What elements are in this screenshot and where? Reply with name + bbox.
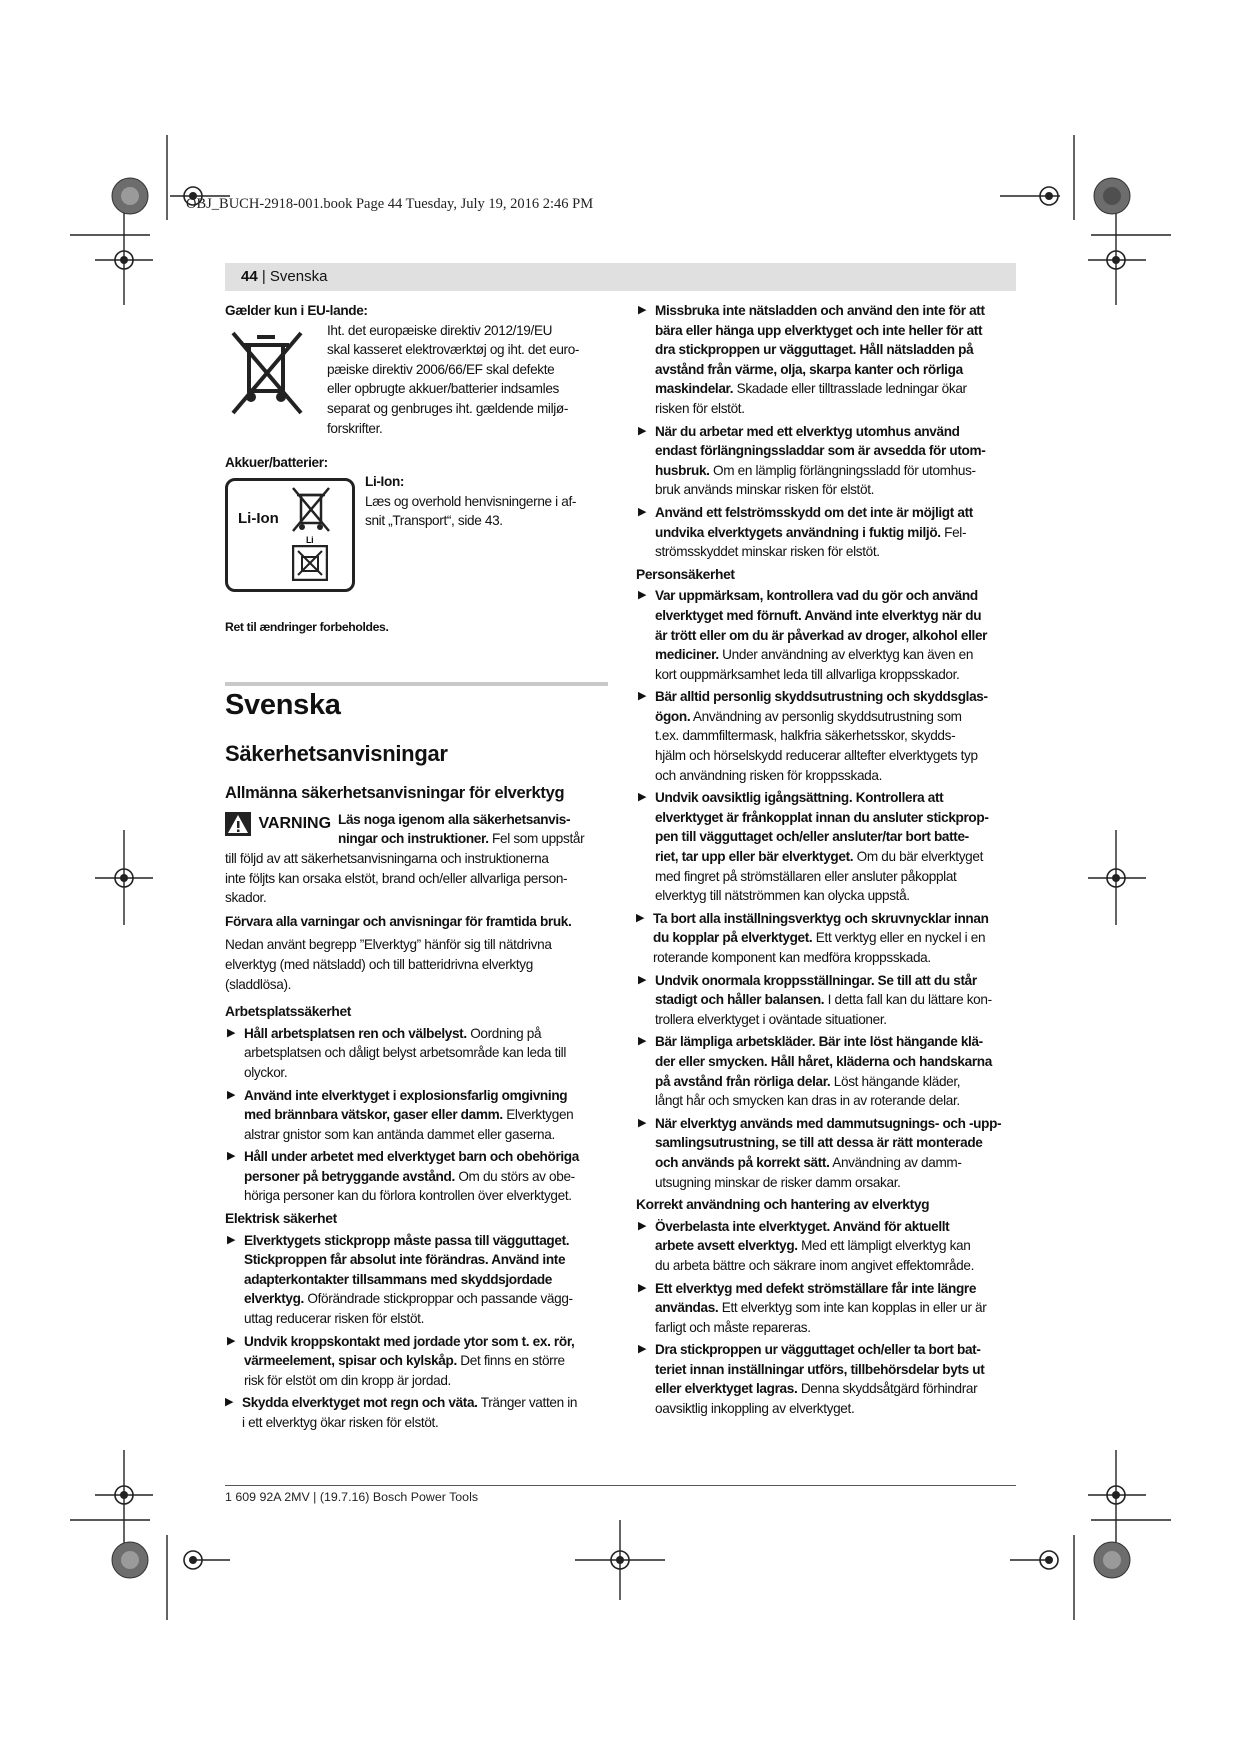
list-item — [225, 1086, 608, 1145]
text-line: risken för elstöt. — [655, 400, 745, 416]
text-line: Undvik kroppskontakt med jordade ytor som t. ex. rör, — [244, 1333, 575, 1349]
bullet-arrow-icon: ▶ — [638, 690, 647, 703]
changes-note: Ret til ændringer forbeholdes. — [225, 620, 389, 635]
person-title: Personsäkerhet — [636, 566, 735, 582]
text-line: pen till vägguttaget och/eller ansluter/tar bort batte- — [655, 829, 969, 845]
warning-block — [225, 810, 608, 908]
footer-rule — [225, 1485, 1016, 1486]
text-line — [655, 523, 1031, 543]
text-line: mediciner. — [655, 647, 719, 663]
text-line: Löst hängande kläder, — [830, 1073, 961, 1089]
text-line: trollera elverktyget i oväntade situationer. — [655, 1011, 887, 1027]
text-line — [244, 1289, 608, 1309]
text-line: Ett elverktyg som inte kan kopplas in eller ur är — [718, 1300, 987, 1316]
text-line: användas. — [655, 1300, 719, 1316]
text-line: Håll arbetsplatsen ren och välbelyst. — [244, 1025, 467, 1041]
liion-title: Li-Ion: — [365, 474, 405, 490]
text-line: bruk används minskar risken för elstöt. — [655, 482, 875, 498]
text-line: t.ex. dammfiltermask, halkfria säkerhetsskor, skydds- — [655, 728, 956, 744]
text-line: samlingsutrustning, se till att dessa är rätt monterade — [655, 1135, 983, 1151]
bullet-arrow-icon: ▶ — [225, 1396, 234, 1409]
text-line: i ett elverktyg ökar risken för elstöt. — [242, 1415, 439, 1430]
text-line — [653, 928, 1031, 948]
list-item — [225, 1332, 608, 1391]
text-line: Ett verktyg eller en nyckel i en — [812, 930, 986, 946]
battery-bin-icon — [290, 485, 332, 537]
text-line: elverktyget är frånkopplat innan du ansluter stickprop- — [655, 809, 989, 825]
text-line: Elverktygets stickpropp måste passa till vägguttaget. — [244, 1232, 570, 1248]
text-line: Bär alltid personlig skyddsutrustning och skyddsglas- — [655, 689, 988, 705]
text-line: Undvik oavsiktlig igångsättning. Kontrollera att — [655, 790, 944, 806]
akku-title: Akkuer/batterier: — [225, 454, 328, 470]
warning-text-line: till följd av att säkerhetsanvisningarna och instruktionerna — [225, 850, 549, 866]
text-line: med fingret på strömställaren eller ansluter påkopplat — [655, 868, 957, 884]
text-line — [655, 1379, 1031, 1399]
text-line: och används på korrekt sätt. — [655, 1154, 830, 1170]
eu-text-line: skal kasseret elektroværktøj og iht. det euro- — [327, 342, 580, 358]
list-item — [225, 1147, 608, 1206]
eu-text-line: Iht. det europæiske direktiv 2012/19/EU — [327, 322, 553, 338]
text-line: Stickproppen får absolut inte förändras. Använd inte — [244, 1252, 566, 1268]
text-line: höriga personer kan du förlora kontrollen över elverktyget. — [244, 1188, 572, 1204]
text-line: roterande komponent kan medföra kroppsskada. — [653, 950, 931, 965]
korrekt-title: Korrekt användning och hantering av elverktyg — [636, 1197, 930, 1213]
text-line: Överbelasta inte elverktyget. Använd för aktuellt — [655, 1218, 950, 1234]
bullet-arrow-icon: ▶ — [638, 589, 647, 602]
liion-small-label: Li — [306, 535, 314, 546]
text-line: arbete avsett elverktyg. — [655, 1238, 798, 1254]
header-language: Svenska — [269, 268, 328, 285]
text-line: Tränger vatten in — [477, 1395, 578, 1411]
text-line: Oordning på — [466, 1025, 542, 1041]
text-line: Var uppmärksam, kontrollera vad du gör och använd — [655, 588, 978, 604]
bullet-arrow-icon: ▶ — [227, 1334, 236, 1347]
text-line: Dra stickproppen ur vägguttaget och/eller ta bort bat- — [655, 1342, 981, 1358]
nedan-paragraph — [225, 935, 608, 994]
list-item — [225, 1024, 608, 1083]
bullet-arrow-icon: ▶ — [638, 973, 647, 986]
text-line: Om du bär elverktyget — [853, 849, 983, 865]
text-line: kort ouppmärksamhet leda till allvarliga kroppsskador. — [655, 666, 960, 682]
text-line: du kopplar på elverktyget. — [653, 930, 813, 946]
list-item — [636, 1340, 1031, 1418]
text-line — [655, 461, 1031, 481]
forvara-note: Förvara alla varningar och anvisningar för framtida bruk. — [225, 913, 572, 929]
liion-text — [365, 472, 609, 531]
page-footer: 1 609 92A 2MV | (19.7.16) Bosch Power Tools — [225, 1490, 479, 1504]
list-item — [636, 687, 1031, 785]
text-line: Missbruka inte nätsladden och använd den inte för att — [655, 303, 985, 318]
text-line: olyckor. — [244, 1064, 288, 1080]
text-line: Oförändrade stickproppar och passande vägg- — [303, 1291, 573, 1307]
list-item — [636, 503, 1031, 562]
text-line — [244, 1024, 608, 1044]
text-line: eller elverktyget lagras. — [655, 1381, 798, 1397]
text-line: När elverktyg används med dammutsugnings- och -upp- — [655, 1115, 1002, 1131]
nedan-line: Nedan använt begrepp ”Elverktyg” hänför sig till nätdrivna — [225, 937, 552, 953]
eu-text-line: pæiske direktiv 2006/66/EF skal defekte — [327, 361, 555, 377]
text-line — [655, 1236, 1031, 1256]
right-column — [636, 300, 1031, 1422]
text-line: Undvik onormala kroppsställningar. Se till att du står — [655, 972, 977, 988]
text-line: är trött eller om du är påverkad av droger, alkohol eller — [655, 627, 988, 643]
eu-title: Gælder kun i EU-lande: — [225, 303, 368, 318]
text-line: bära eller hänga upp elverktyget och inte heller för att — [655, 322, 983, 338]
bullet-arrow-icon: ▶ — [638, 791, 647, 804]
text-line: elverktyg till nätströmmen kan olycka uppstå. — [655, 888, 910, 904]
text-line: långt hår och smycken kan dras in av roterande delar. — [655, 1093, 960, 1109]
liion-badge — [225, 478, 355, 592]
text-line — [655, 645, 1031, 665]
text-line: du arbeta bättre och säkrare inom angivet effektområde. — [655, 1257, 975, 1273]
bullet-arrow-icon: ▶ — [638, 424, 647, 437]
text-line: Användning av personlig skyddsutrustning som — [690, 708, 962, 724]
text-line: dra stickproppen ur vägguttaget. Håll nätsladden på — [655, 342, 974, 358]
text-line: Skydda elverktyget mot regn och väta. — [242, 1395, 478, 1411]
list-item — [636, 422, 1031, 500]
text-line — [242, 1393, 608, 1413]
bullet-arrow-icon: ▶ — [227, 1150, 236, 1163]
file-slug: OBJ_BUCH-2918-001.book Page 44 Tuesday, July 19, 2016 2:46 PM — [186, 196, 594, 212]
text-line: värmeelement, spisar och kylskåp. — [244, 1353, 457, 1369]
text-line: Ta bort alla inställningsverktyg och skruvnycklar innan — [653, 910, 989, 926]
text-line — [655, 990, 1031, 1010]
warning-word: VARNING — [258, 814, 332, 832]
text-line: avstånd från värme, olja, skarpa kanter och rörliga — [655, 361, 963, 377]
text-line: risk för elstöt om din kropp är jordad. — [244, 1372, 451, 1388]
text-line: Denna skyddsåtgärd förhindrar — [797, 1381, 978, 1397]
text-line: teriet innan inställningar utförs, tillbehörsdelar byts ut — [655, 1361, 985, 1377]
text-line: Använd inte elverktyget i explosionsfarlig omgivning — [244, 1087, 568, 1103]
list-item — [636, 586, 1031, 684]
list-item — [225, 1231, 608, 1329]
eu-text — [327, 321, 609, 439]
text-line: Bär lämpliga arbetskläder. Bär inte löst hängande klä- — [655, 1034, 983, 1050]
text-line — [655, 379, 1031, 399]
text-line — [655, 1072, 1031, 1092]
eu-text-line: eller opbrugte akkuer/batterier indsamles — [327, 381, 559, 397]
text-line: elverktyget med förnuft. Använd inte elverktyg när du — [655, 607, 982, 623]
text-line: När du arbetar med ett elverktyg utomhus använd — [655, 423, 960, 439]
text-line: oavsiktlig inkoppling av elverktyget. — [655, 1401, 855, 1417]
bullet-arrow-icon: ▶ — [638, 1343, 647, 1356]
list-item — [636, 301, 1031, 419]
text-line — [244, 1105, 608, 1125]
section-rule — [225, 682, 608, 686]
text-line — [655, 707, 1031, 727]
left-column — [225, 300, 608, 1436]
text-line: Håll under arbetet med elverktyget barn och obehöriga — [244, 1149, 579, 1165]
text-line — [244, 1351, 608, 1371]
warning-bold-text: ningar och instruktioner. — [338, 831, 489, 847]
text-line: med brännbara vätskor, gaser eller damm. — [244, 1107, 503, 1123]
text-line: på avstånd från rörliga delar. — [655, 1073, 831, 1089]
text-line: husbruk. — [655, 462, 710, 478]
text-line: der eller smycken. Håll håret, kläderna och handskarna — [655, 1053, 992, 1069]
page-number: 44 — [241, 268, 258, 285]
arbets-title: Arbetsplatssäkerhet — [225, 1004, 352, 1020]
bullet-arrow-icon: ▶ — [638, 1116, 647, 1129]
bullet-arrow-icon: ▶ — [638, 304, 647, 316]
text-line: och användning risken för kroppsskada. — [655, 767, 883, 783]
bullet-arrow-icon: ▶ — [227, 1026, 236, 1039]
text-line: ögon. — [655, 708, 691, 724]
crossed-bin-icon — [225, 327, 305, 423]
bullet-arrow-icon: ▶ — [638, 505, 647, 518]
bullet-arrow-icon: ▶ — [638, 1281, 647, 1294]
text-line: Fel- — [940, 524, 967, 540]
list-item — [636, 788, 1031, 906]
list-item — [636, 1032, 1031, 1110]
warning-bold-line: Läs noga igenom alla säkerhetsanvis- — [338, 811, 571, 827]
text-line: elverktyg. — [244, 1291, 304, 1307]
text-line: alstrar gnistor som kan antända dammet eller gaserna. — [244, 1126, 555, 1142]
text-line: Under användning av elverktyg kan även en — [718, 647, 974, 663]
liion-text-line: Læs og overhold henvisningerne i af- — [365, 493, 577, 509]
text-line: stadigt och håller balansen. — [655, 992, 825, 1008]
text-line: Användning av damm- — [829, 1154, 962, 1170]
nedan-line: (sladdlösa). — [225, 976, 292, 992]
bullet-arrow-icon: ▶ — [638, 1035, 647, 1048]
text-line — [655, 847, 1031, 867]
list-item — [636, 1114, 1031, 1192]
text-line: uttag reducerar risken för elstöt. — [244, 1311, 425, 1327]
liion-text-line: snit „Transport“, side 43. — [365, 513, 503, 529]
text-line: Elverktygen — [502, 1107, 574, 1123]
text-line: Det finns en större — [456, 1353, 565, 1369]
text-line: utsugning minskar de risker damm orsakar. — [655, 1174, 901, 1190]
text-line: hjälm och hörselskydd reducerar alltefter elverktygets typ — [655, 748, 978, 764]
header-separator: | — [257, 268, 270, 285]
list-item — [636, 1217, 1031, 1276]
liion-badge-label: Li-Ion — [238, 510, 279, 528]
page-number-label — [241, 268, 327, 285]
text-line: Om en lämplig förlängningssladd för utomhus- — [709, 462, 976, 478]
text-line: strömsskyddet minskar risken för elstöt. — [655, 544, 880, 560]
text-line: maskindelar. — [655, 381, 734, 397]
text-line: Med ett lämpligt elverktyg kan — [797, 1238, 971, 1254]
bullet-arrow-icon: ▶ — [227, 1233, 236, 1246]
heading-sakerhet: Säkerhetsanvisningar — [225, 740, 448, 766]
eu-disposal-block — [225, 321, 608, 453]
warning-text-line: skador. — [225, 890, 267, 906]
liion-block — [225, 472, 608, 612]
text-line: Om du störs av obe- — [454, 1168, 575, 1184]
text-line: adapterkontakter tillsammans med skyddsjordade — [244, 1271, 552, 1287]
text-line: I detta fall kan du lättare kon- — [824, 992, 992, 1008]
elek-title: Elektrisk säkerhet — [225, 1211, 337, 1227]
text-line: personer på betryggande avstånd. — [244, 1168, 455, 1184]
bullet-arrow-icon: ▶ — [638, 1219, 647, 1232]
list-item — [225, 1393, 608, 1432]
text-line: farligt och måste repareras. — [655, 1319, 811, 1335]
text-line — [244, 1167, 608, 1187]
warning-rest-text: Fel som uppstår — [488, 831, 585, 847]
heading-allmanna: Allmänna säkerhetsanvisningar för elverktyg — [225, 783, 565, 802]
warning-text-line: inte följts kan orsaka elstöt, brand och/eller allvarliga person- — [225, 870, 568, 886]
eu-text-line: separat og genbruges iht. gældende miljø- — [327, 400, 569, 416]
warning-badge — [225, 812, 331, 836]
bullet-arrow-icon: ▶ — [227, 1088, 236, 1101]
eu-text-line: forskrifter. — [327, 420, 383, 436]
text-line: arbetsplatsen och dåligt belyst arbetsområde kan leda till — [244, 1045, 567, 1061]
list-item — [636, 1279, 1031, 1338]
text-line — [655, 1298, 1031, 1318]
text-line: Ett elverktyg med defekt strömställare får inte längre — [655, 1280, 977, 1296]
list-item — [636, 971, 1031, 1030]
heading-svenska: Svenska — [225, 688, 341, 721]
warning-triangle-icon — [225, 812, 251, 836]
nedan-line: elverktyg (med nätsladd) och till batteridrivna elverktyg — [225, 956, 533, 972]
text-line: undvika elverktygets användning i fuktig miljö. — [655, 524, 941, 540]
text-line — [655, 1153, 1031, 1173]
page-header-bar — [225, 263, 1016, 291]
text-line: Skadade eller tilltrasslade ledningar ökar — [733, 381, 967, 397]
text-line: riet, tar upp eller bär elverktyget. — [655, 849, 854, 865]
text-line: Använd ett felströmsskydd om det inte är möjligt att — [655, 504, 973, 520]
bullet-arrow-icon: ▶ — [636, 911, 645, 924]
recycle-battery-icon — [292, 545, 328, 581]
text-line: endast förlängningssladdar som är avsedda för utom- — [655, 443, 986, 459]
list-item — [636, 909, 1031, 968]
